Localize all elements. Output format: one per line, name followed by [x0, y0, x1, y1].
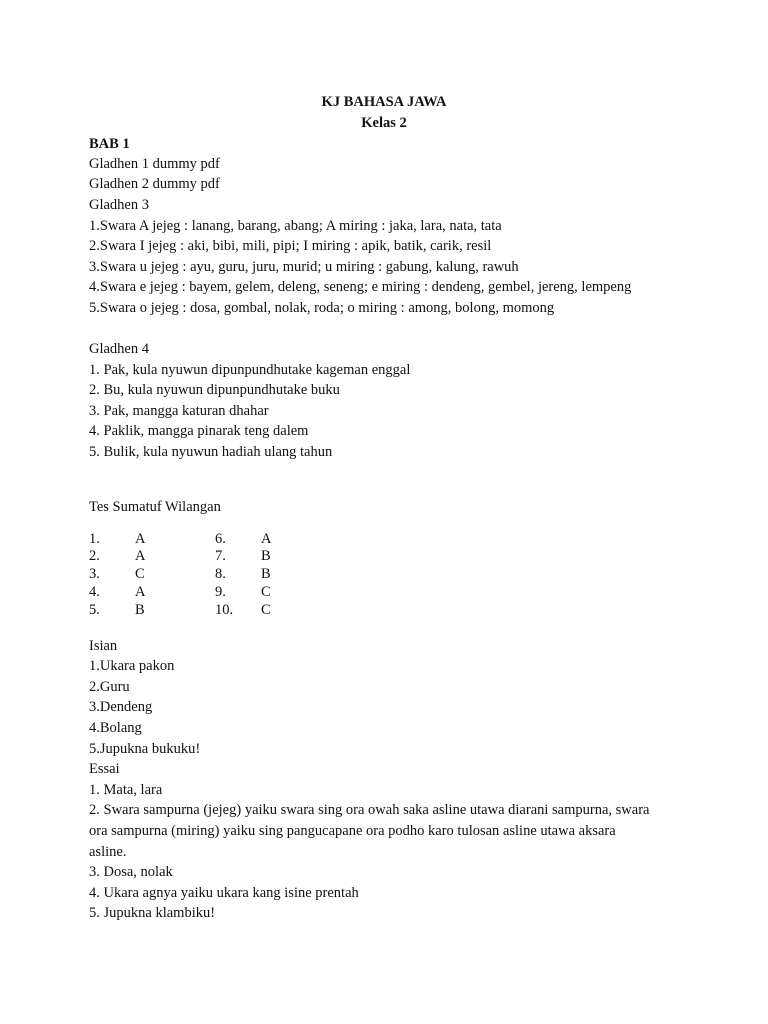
answer-letter: C	[261, 584, 271, 600]
gladhen3-item: 2.Swara I jejeg : aki, bibi, mili, pipi; I miring : apik, batik, carik, resil	[89, 238, 492, 254]
answer-number: 7.	[215, 548, 226, 564]
essai-heading: Essai	[89, 761, 120, 777]
gladhen3-item: 5.Swara o jejeg : dosa, gombal, nolak, roda; o miring : among, bolong, momong	[89, 300, 555, 316]
answer-number: 3.	[89, 566, 100, 582]
isian-item: 5.Jupukna bukuku!	[89, 741, 201, 757]
isian-item: 4.Bolang	[89, 720, 142, 736]
answer-number: 4.	[89, 584, 100, 600]
isian-item: 3.Dendeng	[89, 699, 153, 715]
answer-row	[89, 547, 389, 565]
gladhen4-item: 5. Bulik, kula nyuwun hadiah ulang tahun	[89, 444, 333, 460]
document-subtitle: Kelas 2	[361, 115, 407, 131]
essai-item: 2. Swara sampurna (jejeg) yaiku swara sing ora owah saka asline utawa diarani sampurna, swara	[89, 802, 650, 818]
answer-number: 8.	[215, 566, 226, 582]
gladhen4-item: 3. Pak, mangga katuran dhahar	[89, 403, 269, 419]
answer-letter: C	[135, 566, 145, 582]
answer-number: 9.	[215, 584, 226, 600]
answer-row	[89, 583, 389, 601]
answer-row	[89, 565, 389, 583]
answer-letter: A	[261, 531, 272, 547]
gladhen3-item: 4.Swara e jejeg : bayem, gelem, deleng, seneng; e miring : dendeng, gembel, jereng, lempeng	[89, 279, 632, 295]
essai-item-continuation: asline.	[89, 844, 127, 860]
gladhen4-item: 4. Paklik, mangga pinarak teng dalem	[89, 423, 309, 439]
gladhen4-item: 1. Pak, kula nyuwun dipunpundhutake kageman enggal	[89, 362, 411, 378]
answer-letter: B	[261, 566, 271, 582]
chapter-heading: BAB 1	[89, 136, 130, 152]
gladhen4-heading: Gladhen 4	[89, 341, 149, 357]
answer-letter: B	[261, 548, 271, 564]
answer-letter: C	[261, 602, 271, 618]
gladhen3-heading: Gladhen 3	[89, 197, 149, 213]
essai-item: 3. Dosa, nolak	[89, 864, 173, 880]
answer-number: 5.	[89, 602, 100, 618]
gladhen3-item: 1.Swara A jejeg : lanang, barang, abang; A miring : jaka, lara, nata, tata	[89, 218, 502, 234]
answer-letter: B	[135, 602, 145, 618]
document-title: KJ BAHASA JAWA	[321, 94, 447, 110]
answer-row	[89, 530, 389, 548]
answer-number: 1.	[89, 531, 100, 547]
answer-letter: A	[135, 531, 146, 547]
essai-item-continuation: ora sampurna (miring) yaiku sing pangucapane ora podho karo tulosan asline utawa aksara	[89, 823, 616, 839]
gladhen4-item: 2. Bu, kula nyuwun dipunpundhutake buku	[89, 382, 340, 398]
answer-letter: A	[135, 548, 146, 564]
isian-item: 2.Guru	[89, 679, 130, 695]
essai-item: 4. Ukara agnya yaiku ukara kang isine prentah	[89, 885, 359, 901]
answer-number: 6.	[215, 531, 226, 547]
answer-letter: A	[135, 584, 146, 600]
gladhen1-line: Gladhen 1 dummy pdf	[89, 156, 220, 172]
gladhen2-line: Gladhen 2 dummy pdf	[89, 176, 220, 192]
answer-number: 2.	[89, 548, 100, 564]
gladhen3-item: 3.Swara u jejeg : ayu, guru, juru, murid; u miring : gabung, kalung, rawuh	[89, 259, 519, 275]
answer-row	[89, 601, 389, 619]
answer-number: 10.	[215, 602, 234, 618]
isian-heading: Isian	[89, 638, 118, 654]
isian-item: 1.Ukara pakon	[89, 658, 175, 674]
tes-heading: Tes Sumatuf Wilangan	[89, 499, 221, 515]
essai-item: 5. Jupukna klambiku!	[89, 905, 216, 921]
essai-item: 1. Mata, lara	[89, 782, 163, 798]
